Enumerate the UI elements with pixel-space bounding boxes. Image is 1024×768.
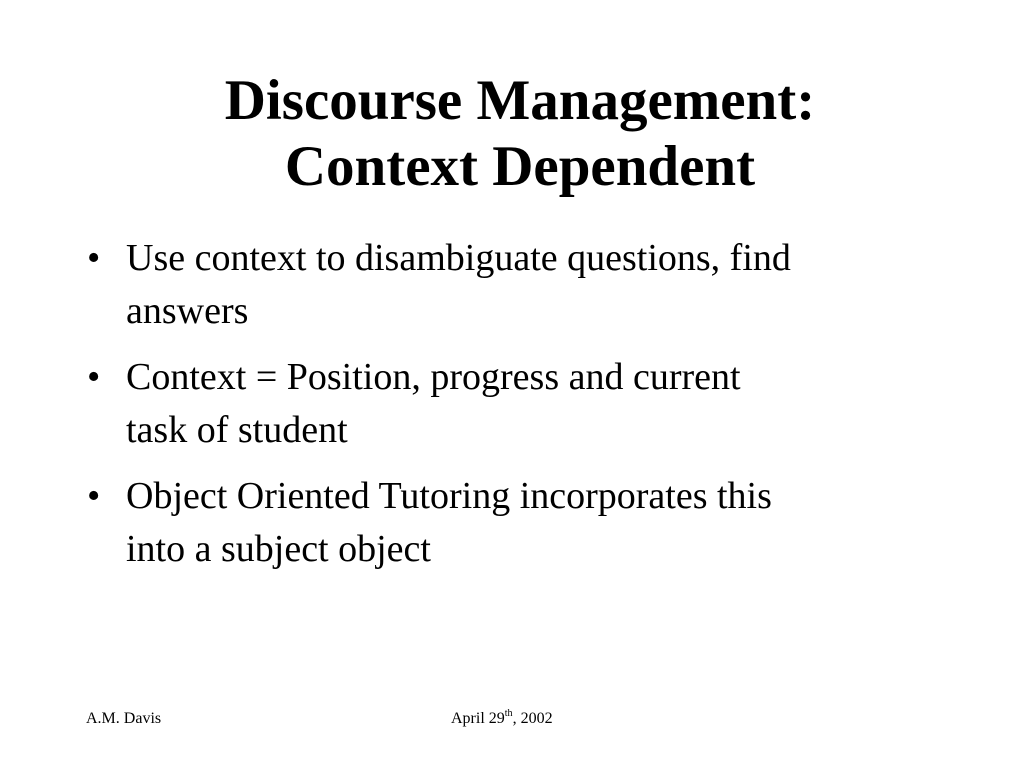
slide-title [0,68,1024,200]
bullet-marker-icon: • [87,475,101,517]
bullet-text-line: Use context to disambiguate questions, find [126,237,791,279]
bullet-marker-icon: • [87,237,101,279]
bullet-text-line: answers [126,290,249,332]
footer-date [451,709,553,729]
footer-author: A.M. Davis [86,710,162,727]
title-line-2: Context Dependent [284,135,756,198]
footer-date-suffix: , 2002 [512,710,553,727]
bullet-text-line: into a subject object [126,528,431,570]
bullet-text-line: task of student [126,409,348,451]
bullet-list [87,232,957,589]
bullet-marker-icon: • [87,356,101,398]
bullet-text-line: Object Oriented Tutoring incorporates this [126,475,772,517]
bullet-text-line: Context = Position, progress and current [126,356,741,398]
bullet-item [87,470,957,576]
bullet-item [87,232,957,338]
bullet-item [87,351,957,457]
title-line-1: Discourse Management: [224,69,816,132]
footer-date-prefix: April 29 [451,710,505,727]
footer-date-superscript: th [504,707,513,719]
